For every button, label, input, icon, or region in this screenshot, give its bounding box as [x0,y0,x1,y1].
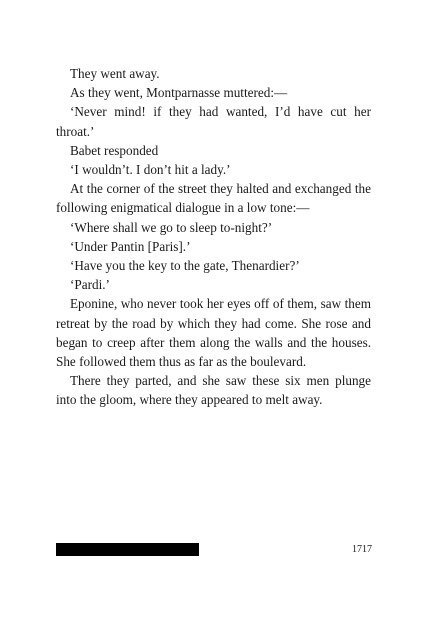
paragraph: At the corner of the street they halted and exchanged the following enigmatical dialogue in a low tone:— [56,181,371,216]
paragraph: ‘Have you the key to the gate, Thenardier?’ [70,258,300,274]
paragraph: ‘Pardi.’ [70,277,110,293]
paragraph: ‘I wouldn’t. I don’t hit a lady.’ [70,162,231,178]
body-text [56,64,371,410]
paragraph: As they went, Montparnasse muttered:— [70,85,288,101]
footer-redaction-bar [56,543,199,556]
paragraph: Eponine, who never took her eyes off of them, saw them retreat by the road by which they had come. She rose and began to creep after them along the walls and the houses. She followed them thus as far as the boulevard. [56,296,371,370]
paragraph: There they parted, and she saw these six men plunge into the gloom, where they appeared to melt away. [56,373,371,408]
paragraph: ‘Never mind! if they had wanted, I’d have cut her throat.’ [56,104,371,139]
paragraph: ‘Where shall we go to sleep to-night?’ [70,219,273,235]
paragraph: ‘Under Pantin [Paris].’ [70,238,191,254]
paragraph: Babet responded [70,142,159,158]
paragraph: They went away. [70,66,160,81]
page-number: 1717 [352,544,372,555]
